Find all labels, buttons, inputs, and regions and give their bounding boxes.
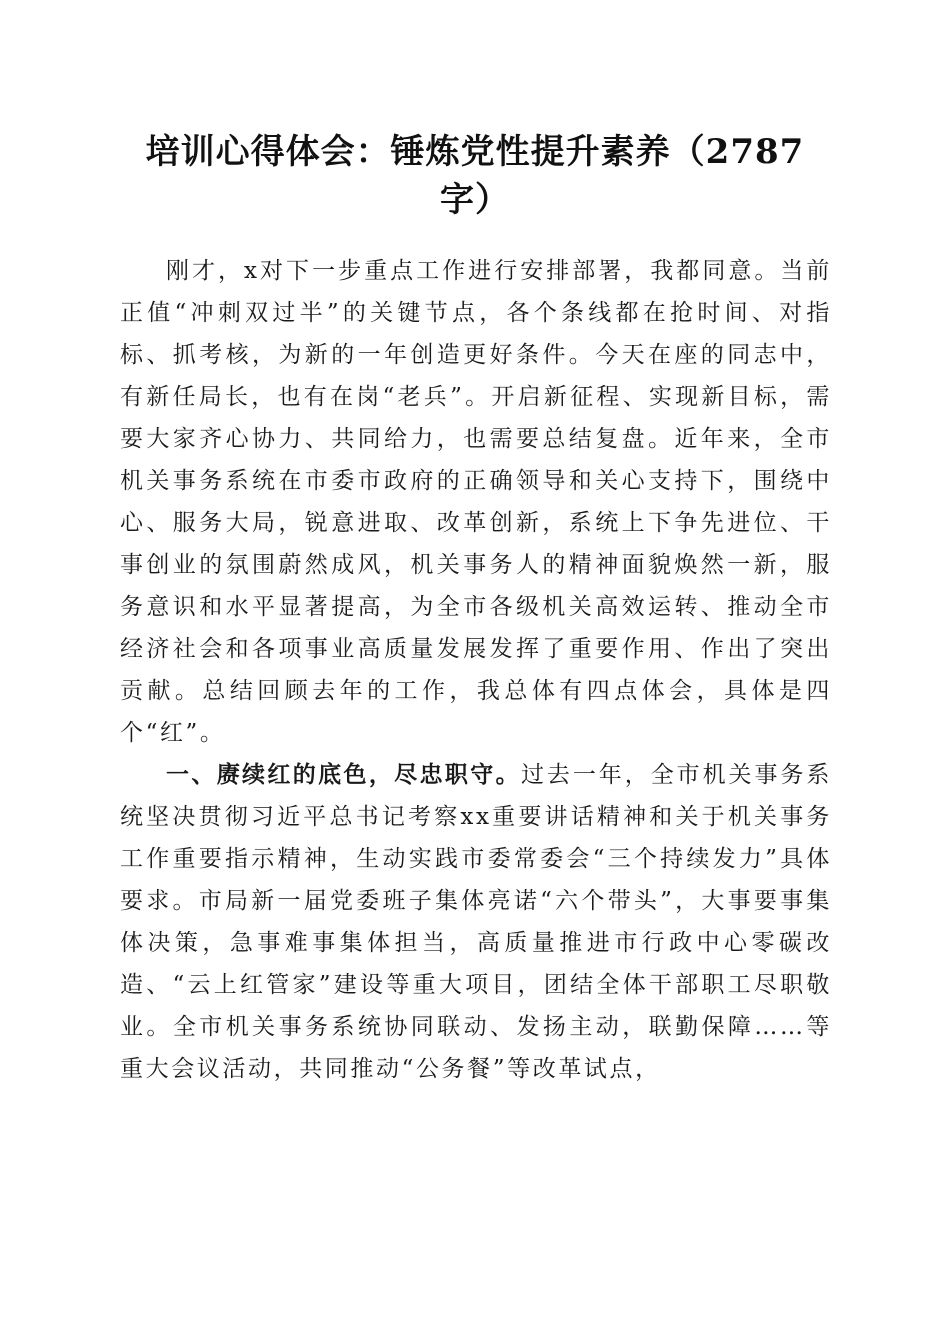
intro-paragraph-text: 刚才，x对下一步重点工作进行安排部署，我都同意。当前正值“冲刺双过半”的关键节点，各个条线都在抢时间、对指标、抓考核，为新的一年创造更好条件。今天在座的同志中，有新任局长，也有在岗“老兵”。开启新征程、实现新目标，需要大家齐心协力、共同给力，也需要总结复盘。近年来，全市机关事务系统在市委市政府的正确领导和关心支持下，围绕中心、服务大局，锐意进取、改革创新，系统上下争先进位、干事创业的氛围蔚然成风，机关事务人的精神面貌焕然一新，服务意识和水平显著提高，为全市各级机关高效运转、推动全市经济社会和各项事业高质量发展发挥了重要作用、作出了突出贡献。总结回顾去年的工作，我总体有四点体会，具体是四个“红”。 (120, 258, 832, 746)
section-one-heading: 一、赓续红的底色，尽忠职守。 (166, 762, 521, 788)
section-one-text: 过去一年，全市机关事务系统坚决贯彻习近平总书记考察xx重要讲话精神和关于机关事务工作重要指示精神，生动实践市委常委会“三个持续发力”具体要求。市局新一届党委班子集体亮诺“六个带头”，大事要事集体决策，急事难事集体担当，高质量推进市行政中心零碳改造、“云上红管家”建设等重大项目，团结全体干部职工尽职敬业。全市机关事务系统协同联动、发扬主动，联勤保障……等重大会议活动，共同推动“公务餐”等改革试点， (120, 762, 833, 1082)
section-one-paragraph (120, 754, 832, 1090)
document-body (120, 250, 832, 1090)
intro-paragraph (120, 250, 832, 754)
document-title: 培训心得体会：锤炼党性提升素养（2787字） (145, 132, 805, 220)
